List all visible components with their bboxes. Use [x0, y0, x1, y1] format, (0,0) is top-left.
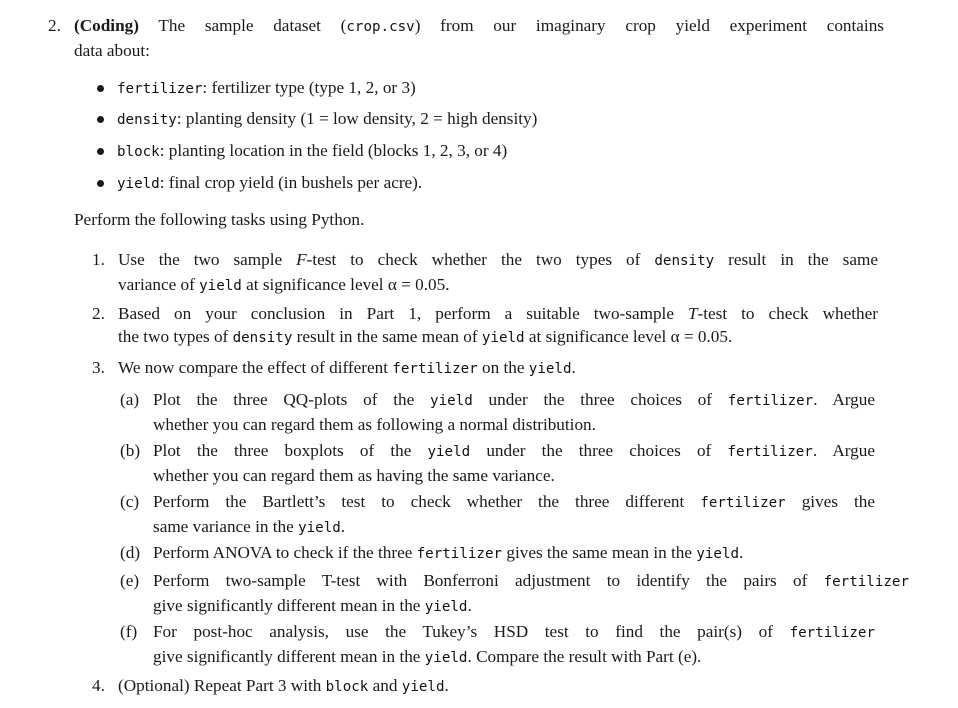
task-number: 3.	[92, 358, 105, 377]
subtask-label: (f)	[120, 622, 138, 641]
subtask-body: Perform the Bartlett’s test to check whether the three different fertilizer gives the same variance in the yield.	[153, 492, 875, 536]
code-fertilizer: fertilizer	[789, 625, 875, 641]
bullet-icon	[97, 85, 104, 92]
subtask-label: (a)	[120, 390, 140, 409]
code-fertilizer: fertilizer	[700, 495, 786, 511]
dataset-file: crop.csv	[346, 19, 415, 35]
code-fertilizer: fertilizer	[823, 574, 909, 590]
bullet-icon	[97, 180, 104, 187]
subtask-label: (e)	[120, 571, 140, 590]
task-number: 2.	[92, 304, 105, 323]
problem-title: (Coding)	[74, 16, 139, 35]
subtask-label: (c)	[120, 492, 140, 511]
variable-desc: : fertilizer type (type 1, 2, or 3)	[202, 78, 416, 97]
code-yield: yield	[427, 444, 471, 460]
problem-intro	[74, 14, 884, 62]
code-yield: yield	[528, 361, 572, 377]
code-fertilizer: fertilizer	[416, 546, 503, 562]
subtask-label: (b)	[120, 441, 141, 460]
bullet-icon	[97, 116, 104, 123]
intro-line-1: (Coding) The sample dataset (crop.csv) from our imaginary crop yield experiment contains	[74, 16, 884, 35]
alpha-value: α = 0.05.	[670, 327, 733, 346]
code-fertilizer: fertilizer	[727, 393, 814, 409]
variable-desc: : planting density (1 = low density, 2 = high density)	[176, 109, 538, 128]
task-body: Based on your conclusion in Part 1, perform a suitable two-sample T-test to check whether the two types of density result in the same mean of yield at significance level α = 0.05.	[118, 304, 879, 346]
code-density: density	[654, 253, 715, 269]
code-yield: yield	[424, 599, 468, 615]
code-fertilizer: fertilizer	[392, 361, 478, 377]
task-body: (Optional) Repeat Part 3 with block and yield.	[118, 676, 449, 695]
task-body: We now compare the effect of different fertilizer on the yield.	[118, 358, 576, 377]
variable-name: fertilizer	[117, 81, 203, 97]
code-yield: yield	[298, 520, 341, 536]
variable-desc: : planting location in the field (blocks 1, 2, 3, or 4)	[159, 141, 508, 160]
subtask-label: (d)	[120, 543, 141, 562]
variable-name: density	[117, 112, 177, 128]
code-yield: yield	[430, 393, 473, 409]
code-density: density	[232, 330, 293, 346]
subtask-body: Perform two-sample T-test with Bonferroni adjustment to identify the pairs of fertilizer give significantly different mean in the yield.	[153, 571, 909, 615]
code-yield: yield	[481, 330, 525, 346]
subtask-body: Perform ANOVA to check if the three fertilizer gives the same mean in the yield.	[153, 543, 744, 562]
subtask-body: Plot the three boxplots of the yield under the three choices of fertilizer. Argue whether you can regard them as having the same variance.	[153, 441, 875, 485]
bullet-icon	[97, 148, 104, 155]
problem-number: 2.	[48, 16, 61, 35]
code-yield: yield	[424, 650, 468, 666]
variable-desc: : final crop yield (in bushels per acre).	[159, 173, 423, 192]
tasks-heading: Perform the following tasks using Python.	[74, 210, 365, 229]
variable-name: yield	[117, 176, 160, 192]
code-yield: yield	[199, 278, 242, 294]
intro-line-2: data about:	[74, 41, 150, 60]
code-block: block	[325, 679, 369, 695]
variable-name: block	[117, 144, 160, 160]
task-body: Use the two sample F-test to check whether the two types of density result in the same variance of yield at significance level α = 0.05.	[118, 250, 878, 294]
subtask-body: For post-hoc analysis, use the Tukey’s HSD test to find the pair(s) of fertilizer give significantly different mean in the yield. Compare the result with Part (e).	[153, 622, 875, 666]
subtask-body: Plot the three QQ-plots of the yield under the three choices of fertilizer. Argue whether you can regard them as following a normal distribution.	[153, 390, 875, 434]
task-number: 4.	[92, 676, 105, 695]
task-number: 1.	[92, 250, 105, 269]
code-yield: yield	[401, 679, 445, 695]
alpha-value: α = 0.05.	[387, 275, 450, 294]
code-fertilizer: fertilizer	[727, 444, 813, 460]
code-yield: yield	[696, 546, 740, 562]
